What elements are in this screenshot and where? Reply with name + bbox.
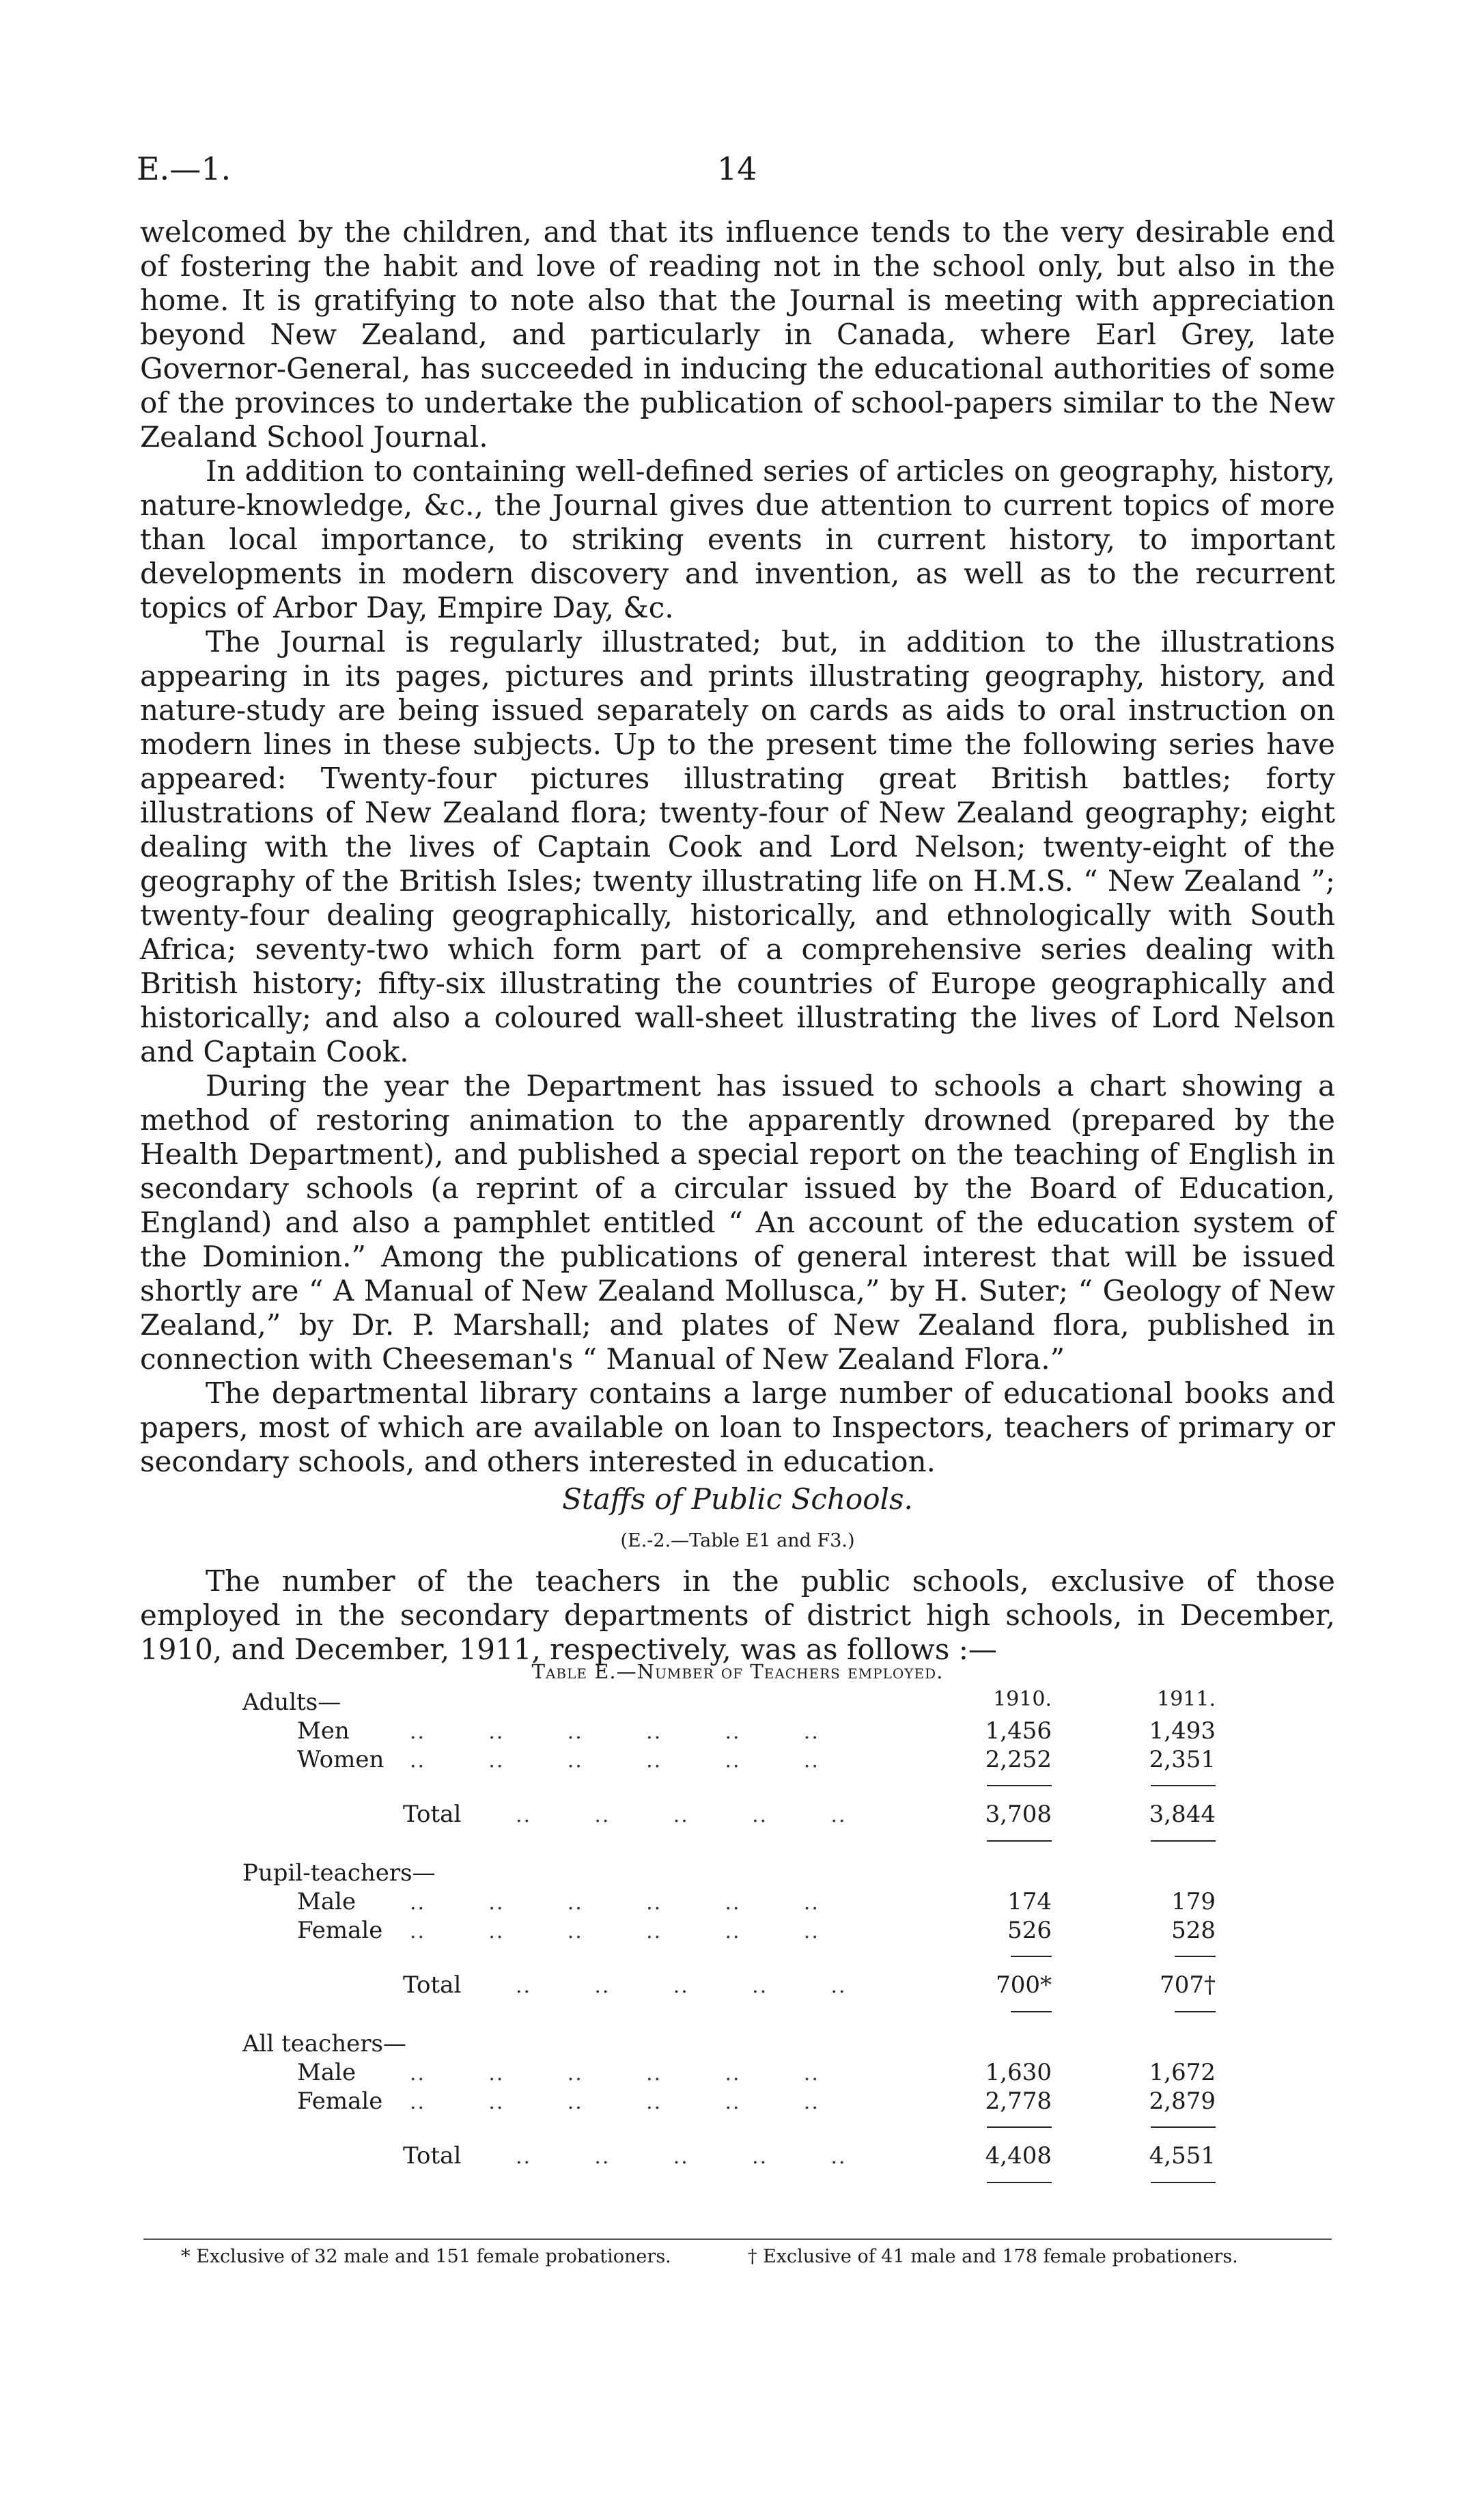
leader-dots: .. .. .. .. .. [516,2145,847,2169]
paragraph: The departmental library contains a large number of educational books and papers, most of which are available on loan to Inspectors, teachers of primary or secondary schools, and others interested in education. [140,1376,1335,1478]
leader-dots: .. .. .. .. .. .. [410,1749,820,1773]
leader-dots: .. .. .. .. .. [516,1974,847,1998]
sum-rule [987,2126,1052,2128]
sum-rule [987,1840,1052,1842]
sum-rule [1175,1956,1216,1957]
group-label: Adults— [242,1689,341,1716]
leader-dots: .. .. .. .. .. .. [410,1919,820,1943]
leader-dots: .. .. .. .. .. .. [410,2090,820,2114]
cell-1910: 2,252 [985,1746,1052,1773]
cell-1910: 526 [1007,1917,1052,1944]
total-1910: 700* [996,1971,1052,1999]
sum-rule [1011,1956,1052,1957]
page-header [137,150,1339,198]
sum-rule [1151,2126,1216,2128]
paragraph: welcomed by the children, and that its influence tends to the very desirable end of fostering the habit and love of reading not in the school only, but also in the home. It is gratifying to note also that the Journal is meeting with appreciation beyond New Zealand, and particularly in Canada, where Earl Grey, late Governor-General, has succeeded in inducing the educational authorities of some of the provinces to undertake the publication of school-papers similar to the New Zealand School Journal. [140,215,1335,454]
row-label: Women [297,1746,384,1773]
column-header-1910: 1910. [993,1687,1052,1711]
cell-1911: 1,493 [1149,1717,1216,1745]
total-1911: 3,844 [1149,1801,1216,1828]
sum-rule [1151,2182,1216,2183]
cell-1910: 2,778 [985,2088,1052,2115]
sum-rule [1151,1840,1216,1842]
paragraph: The number of the teachers in the public schools, exclusive of those employed in the secondary departments of district high schools, in December, 1910, and December, 1911, respectively, was as follows :— [140,1564,1335,1666]
cell-1911: 179 [1171,1888,1216,1915]
cell-1911: 2,351 [1149,1746,1216,1773]
section-reference: (E.-2.—Table E1 and F3.) [620,1530,855,1551]
footnote-1910: * Exclusive of 32 male and 151 female probationers. [181,2246,671,2267]
row-label: Male [297,2059,356,2086]
row-label: Male [297,1888,356,1915]
body-text [140,215,1335,1479]
sum-rule [987,2182,1052,2183]
leader-dots: .. .. .. .. .. [516,1803,847,1827]
group-label: All teachers— [242,2030,406,2057]
row-label: Men [297,1717,350,1745]
sum-rule [1151,1785,1216,1786]
cell-1911: 528 [1171,1917,1216,1944]
cell-1910: 1,456 [985,1717,1052,1745]
row-label: Female [297,1917,383,1944]
cell-1911: 2,879 [1149,2088,1216,2115]
cell-1910: 1,630 [985,2059,1052,2086]
section-title: Staffs of Public Schools. [562,1482,913,1516]
total-1911: 4,551 [1149,2142,1216,2170]
total-1910: 3,708 [985,1801,1052,1828]
document-code: E.—1. [137,150,232,187]
total-label: Total [403,2142,462,2170]
footnote-rule [143,2238,1332,2240]
table-caption-prefix: Table E. [531,1660,617,1683]
column-header-1911: 1911. [1157,1687,1216,1711]
cell-1911: 1,672 [1149,2059,1216,2086]
group-label: Pupil-teachers— [242,1859,436,1887]
sum-rule [987,1785,1052,1786]
cell-1910: 174 [1007,1888,1052,1915]
total-label: Total [403,1971,462,1999]
total-1911: 707† [1160,1971,1216,1999]
total-1910: 4,408 [985,2142,1052,2170]
paragraph: During the year the Department has issued to schools a chart showing a method of restoring animation to the apparently drowned (prepared by the Health Department), and published a special report on the teaching of English in secondary schools (a reprint of a circular issued by the Board of Education, England) and also a pamphlet entitled “ An account of the education system of the Dominion.” Among the publications of general interest that will be issued shortly are “ A Manual of New Zealand Mollusca,” by H. Suter; “ Geology of New Zealand,” by Dr. P. Marshall; and plates of New Zealand flora, published in connection with Cheeseman's “ Manual of New Zealand Flora.” [140,1069,1335,1376]
leader-dots: .. .. .. .. .. .. [410,1720,820,1744]
page-number: 14 [717,150,757,187]
row-label: Female [297,2088,383,2115]
leader-dots: .. .. .. .. .. .. [410,1891,820,1915]
sum-rule [1175,2011,1216,2012]
footnote-1911: † Exclusive of 41 male and 178 female probationers. [748,2246,1238,2267]
table-caption [140,1660,1335,1683]
total-label: Total [403,1801,462,1828]
section-intro [140,1564,1335,1667]
paragraph: In addition to containing well-defined series of articles on geography, history, nature-knowledge, &c., the Journal gives due attention to current topics of more than local importance, to striking events in current history, to important developments in modern discovery and invention, as well as to the recurrent topics of Arbor Day, Empire Day, &c. [140,454,1335,624]
paragraph: The Journal is regularly illustrated; but, in addition to the illustrations appearing in its pages, pictures and prints illustrating geography, history, and nature-study are being issued separately on cards as aids to oral instruction on modern lines in these subjects. Up to the present time the following series have appeared: Twenty-four pictures illustrating great British battles; forty illustrations of New Zealand flora; twenty-four of New Zealand geography; eight dealing with the lives of Captain Cook and Lord Nelson; twenty-eight of the geography of the British Isles; twenty illustrating life on H.M.S. “ New Zealand ”; twenty-four dealing geographically, historically, and ethnologically with South Africa; seventy-two which form part of a comprehensive series dealing with British history; fifty-six illustrating the countries of Europe geographically and historically; and also a coloured wall-sheet illustrating the lives of Lord Nelson and Captain Cook. [140,625,1335,1068]
leader-dots: .. .. .. .. .. .. [410,2062,820,2085]
table-caption-text: —Number of Teachers employed. [616,1660,944,1683]
sum-rule [1011,2011,1052,2012]
